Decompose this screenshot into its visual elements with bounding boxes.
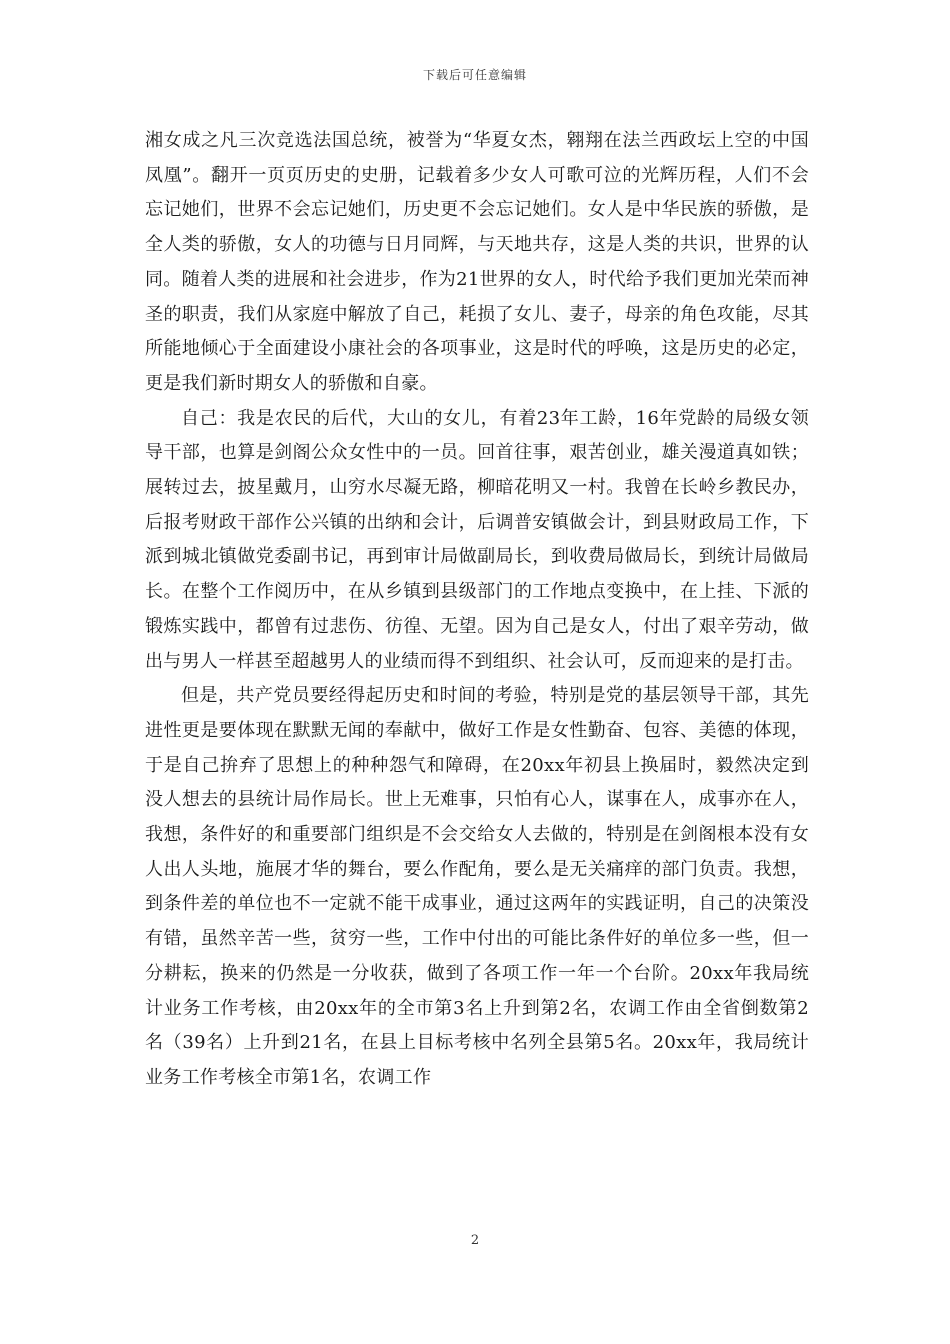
document-body [145, 124, 809, 1096]
paragraph-2: 自己：我是农民的后代，大山的女儿，有着23年工龄，16年党龄的局级女领导干部，也算是剑阁公众女性中的一员。回首往事，艰苦创业，雄关漫道真如铁；展转过去，披星戴月，山穷水尽凝无路，柳暗花明又一村。我曾在长岭乡教民办，后报考财政干部作公兴镇的出纳和会计，后调普安镇做会计，到县财政局工作，下派到城北镇做党委副书记，再到审计局做副局长，到收费局做局长，到统计局做局长。在整个工作阅历中，在从乡镇到县级部门的工作地点变换中，在上挂、下派的锻炼实践中，都曾有过悲伤、彷徨、无望。因为自己是女人，付出了艰辛劳动，做出与男人一样甚至超越男人的业绩而得不到组织、社会认可，反而迎来的是打击。 [145, 407, 809, 672]
page-number: 2 [470, 1233, 480, 1248]
paragraph-3: 但是，共产党员要经得起历史和时间的考验，特别是党的基层领导干部，其先进性更是要体现在默默无闻的奉献中，做好工作是女性勤奋、包容、美德的体现，于是自己拚弃了思想上的种种怨气和障碍，在20xx年初县上换届时，毅然决定到没人想去的县统计局作局长。世上无难事，只怕有心人，谋事在人，成事亦在人，我想，条件好的和重要部门组织是不会交给女人去做的，特别是在剑阁根本没有女人出人头地，施展才华的舞台，要么作配角，要么是无关痛痒的部门负责。我想，到条件差的单位也不一定就不能干成事业，通过这两年的实践证明，自己的决策没有错，虽然辛苦一些，贫穷一些，工作中付出的可能比条件好的单位多一些，但一分耕耘，换来的仍然是一分收获，做到了各项工作一年一个台阶。20xx年我局统计业务工作考核，由20xx年的全市第3名上升到第2名，农调工作由全省倒数第2名（39名）上升到21名，在县上目标考核中名列全县第5名。20xx年，我局统计业务工作考核全市第1名，农调工作 [145, 685, 809, 1088]
paragraph-1: 湘女成之凡三次竞选法国总统，被誉为“华夏女杰，翱翔在法兰西政坛上空的中国凤凰”。翻开一页页历史的史册，记载着多少女人可歌可泣的光辉历程，人们不会忘记她们，世界不会忘记她们，历史更不会忘记她们。女人是中华民族的骄傲，是全人类的骄傲，女人的功德与日月同辉，与天地共存，这是人类的共识，世界的认同。随着人类的进展和社会进步，作为21世界的女人，时代给予我们更加光荣而神圣的职责，我们从家庭中解放了自己，耗损了女儿、妻子，母亲的角色攻能，尽其所能地倾心于全面建设小康社会的各项事业，这是时代的呼唤，这是历史的必定，更是我们新时期女人的骄傲和自豪。 [145, 130, 810, 394]
page-header: 下载后可任意编辑 [422, 68, 527, 82]
